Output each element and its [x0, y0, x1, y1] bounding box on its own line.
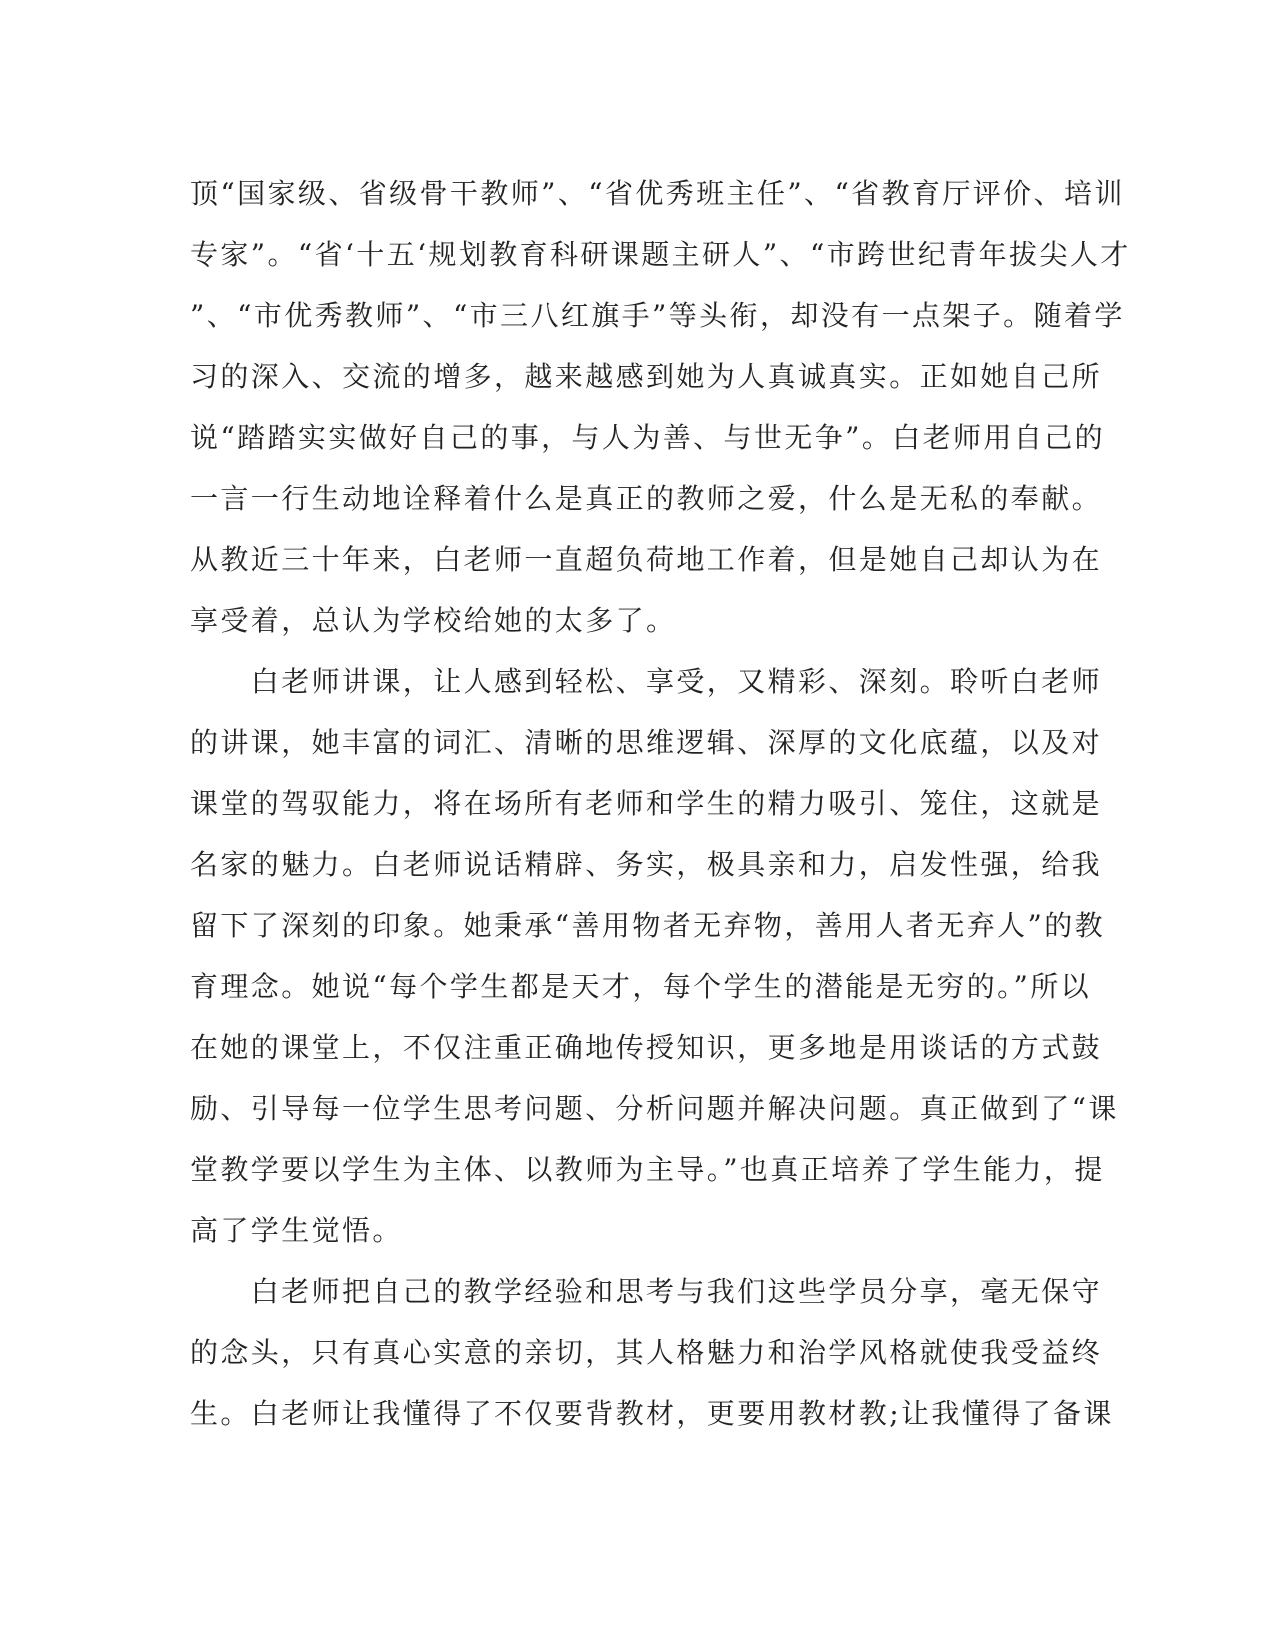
text-line: 课堂的驾驭能力，将在场所有老师和学生的精力吸引、笼住，这就是	[190, 787, 1103, 820]
text-line: 习的深入、交流的增多，越来越感到她为人真诚真实。正如她自己所	[190, 360, 1103, 393]
paragraph-start-line: 白老师讲课，让人感到轻松、享受，又精彩、深刻。聆听白老师	[190, 665, 1103, 698]
text-line: 高了学生觉悟。	[190, 1214, 403, 1247]
text-line: 在她的课堂上，不仅注重正确地传授知识，更多地是用谈话的方式鼓	[190, 1031, 1103, 1064]
text-line: 专家”。“省‘十五‘规划教育科研课题主研人”、“市跨世纪青年拔尖人才	[190, 238, 1131, 271]
text-line: 的讲课，她丰富的词汇、清晰的思维逻辑、深厚的文化底蕴，以及对	[190, 726, 1103, 759]
text-line: 顶“国家级、省级骨干教师”、“省优秀班主任”、“省教育厅评价、培训	[190, 177, 1125, 210]
text-line: 生。白老师让我懂得了不仅要背教材，更要用教材教;让我懂得了备课	[190, 1397, 1114, 1430]
text-line: 一言一行生动地诠释着什么是真正的教师之爱，什么是无私的奉献。	[190, 482, 1103, 515]
text-line: 堂教学要以学生为主体、以教师为主导。”也真正培养了学生能力，提	[190, 1153, 1105, 1186]
text-line: 从教近三十年来，白老师一直超负荷地工作着，但是她自己却认为在	[190, 543, 1103, 576]
paragraph-start-line: 白老师把自己的教学经验和思考与我们这些学员分享，毫无保守	[190, 1275, 1103, 1308]
document-body	[190, 163, 1131, 1444]
text-line: 的念头，只有真心实意的亲切，其人格魅力和治学风格就使我受益终	[190, 1336, 1103, 1369]
text-line: 名家的魅力。白老师说话精辟、务实，极具亲和力，启发性强，给我	[190, 848, 1103, 881]
text-line: ”、“市优秀教师”、“市三八红旗手”等头衔，却没有一点架子。随着学	[190, 299, 1125, 332]
text-line: 享受着，总认为学校给她的太多了。	[190, 604, 677, 637]
text-line: 留下了深刻的印象。她秉承“善用物者无弃物，善用人者无弃人”的教	[190, 909, 1106, 942]
text-line: 说“踏踏实实做好自己的事，与人为善、与世无争”。白老师用自己的	[190, 421, 1106, 454]
text-line: 育理念。她说“每个学生都是天才，每个学生的潜能是无穷的。”所以	[190, 970, 1092, 1003]
text-line: 励、引导每一位学生思考问题、分析问题并解决问题。真正做到了“课	[190, 1092, 1119, 1125]
